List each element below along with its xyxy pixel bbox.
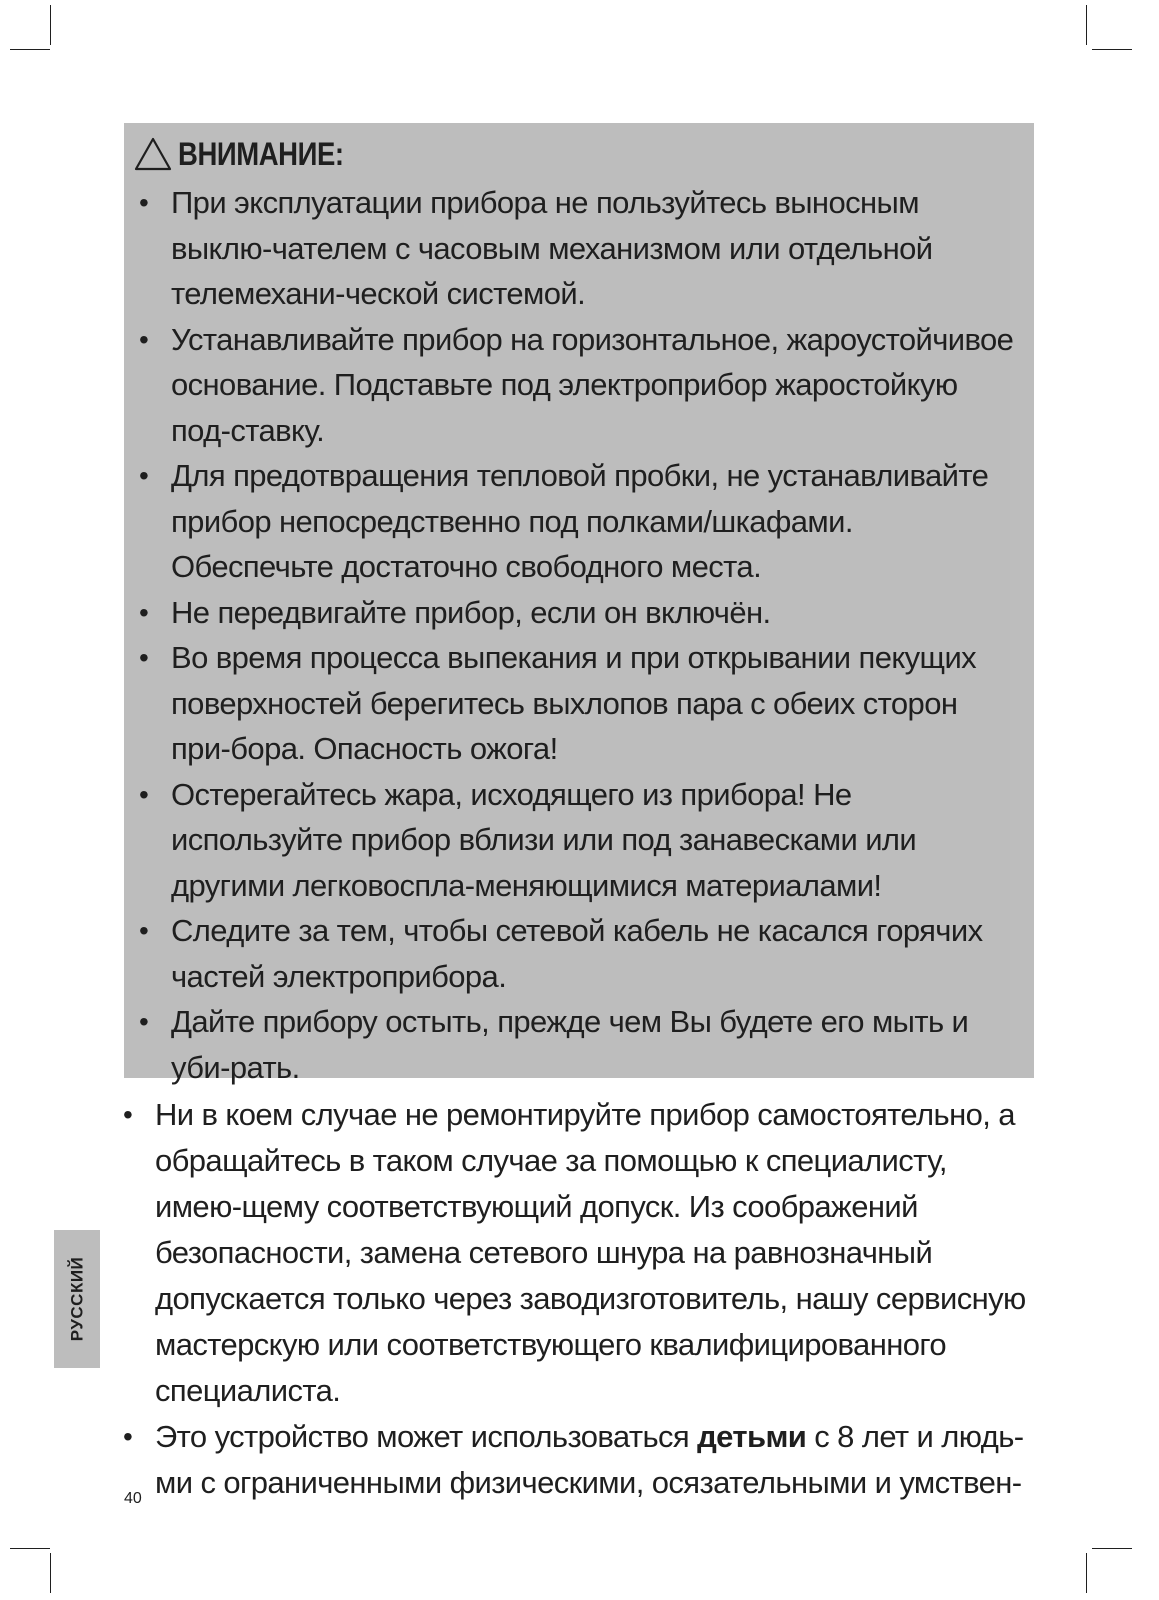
instruction-text: Это устройство может использоваться	[155, 1419, 698, 1454]
warning-item: • Остерегайтесь жара, исходящего из прибора! Не используйте прибор вблизи или под занавесками или другими легковоспла-меняющимися материалами!	[134, 772, 1014, 909]
instruction-text: с 8 лет и людь-ми с ограниченными физическими, осязательными и умствен-	[155, 1419, 1024, 1500]
warning-item: • Следите за тем, чтобы сетевой кабель не касался горячих частей электроприбора.	[134, 908, 1014, 999]
warning-heading	[134, 131, 1014, 177]
crop-mark	[1086, 5, 1087, 45]
crop-mark	[10, 1548, 50, 1549]
instruction-item	[118, 1414, 1038, 1506]
warning-item: • Дайте прибору остыть, прежде чем Вы будете его мыть и уби-рать.	[134, 999, 1014, 1090]
instruction-item: • Ни в коем случае не ремонтируйте прибор самостоятельно, а обращайтесь в таком случае за помощью к специалисту, имею-щему соответствующий допуск. Из соображений безопасности, замена сетевого шнура на равнозначный допускается только через заводизготовитель, нашу сервисную мастерскую или соответствующего квалифицированного специалиста.	[118, 1092, 1038, 1414]
page-number: 40	[124, 1490, 142, 1507]
safety-instructions	[118, 1092, 1038, 1506]
crop-mark	[10, 49, 50, 50]
warning-list	[134, 180, 1014, 1090]
instruction-emphasis: детьми	[697, 1419, 807, 1454]
crop-mark	[1092, 1548, 1132, 1549]
warning-item: • Во время процесса выпекания и при открывании пекущих поверхностей берегитесь выхлопов пара с обеих сторон при-бора. Опасность ожога!	[134, 635, 1014, 772]
warning-item: • При эксплуатации прибора не пользуйтесь выносным выклю-чателем с часовым механизмом или отдельной телемехани-ческой системой.	[134, 180, 1014, 317]
language-label: РУССКИЙ	[67, 1256, 86, 1342]
warning-triangle-icon	[134, 137, 172, 171]
language-tab	[54, 1230, 100, 1368]
crop-mark	[50, 5, 51, 45]
warning-item: • Устанавливайте прибор на горизонтальное, жароустойчивое основание. Подставьте под электроприбор жаростойкую под-ставку.	[134, 317, 1014, 454]
warning-title: ВНИМАНИЕ:	[178, 135, 344, 172]
warning-item: • Для предотвращения тепловой пробки, не устанавливайте прибор непосредственно под полками/шкафами. Обеспечьте достаточно свободного места.	[134, 453, 1014, 590]
crop-mark	[1086, 1553, 1087, 1593]
instruction-list	[118, 1092, 1038, 1506]
crop-mark	[50, 1553, 51, 1593]
warning-box	[124, 123, 1034, 1085]
crop-mark	[1092, 49, 1132, 50]
warning-item: • Не передвигайте прибор, если он включён.	[134, 590, 1014, 636]
